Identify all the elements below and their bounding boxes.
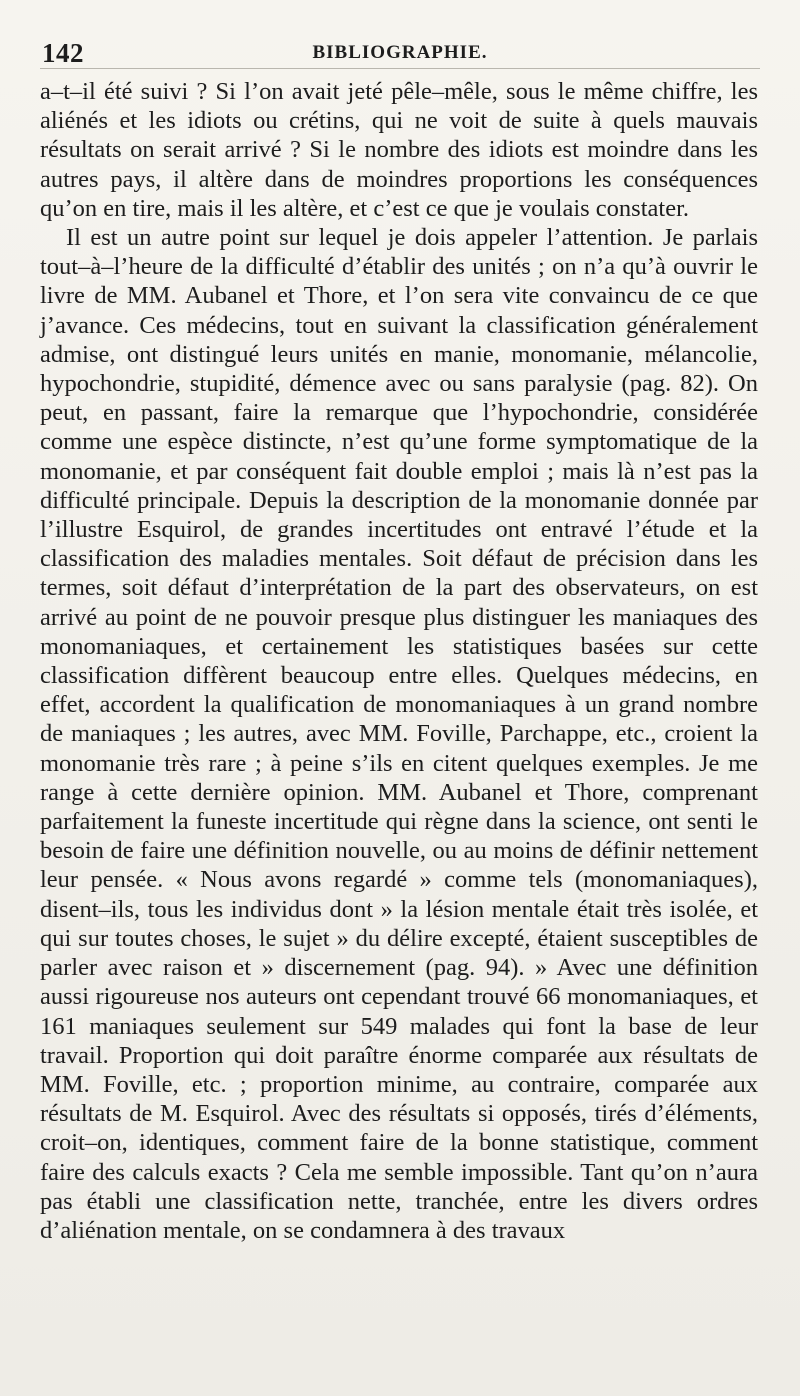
running-head: BIBLIOGRAPHIE. bbox=[312, 42, 488, 63]
page-number: 142 bbox=[42, 38, 84, 68]
paragraph: a–t–il été suivi ? Si l’on avait jeté pêle–mêle, sous le même chiffre, les aliénés et les idiots ou crétins, qui ne voit de suite à quels mauvais résultats on serait arrivé ? Si le nombre des idiots est moindre dans les autres pays, il altère dans de moindres proportions les conséquences qu’on en tire, mais il les altère, et c’est ce que je voulais constater. bbox=[40, 78, 758, 222]
page-header bbox=[40, 34, 760, 69]
paragraph: Il est un autre point sur lequel je dois appeler l’attention. Je parlais tout–à–l’heure de la difficulté d’établir des unités ; on n’a qu’à ouvrir le livre de MM. Aubanel et Thore, et l’on sera vite convaincu de ce que j’avance. Ces médecins, tout en suivant la classification généralement admise, ont distingué leurs unités en manie, monomanie, mélancolie, hypochondrie, stupidité, démence avec ou sans paralysie (pag. 82). On peut, en passant, faire la remarque que l’hypochondrie, considérée comme une espèce distincte, n’est qu’une forme symptomatique de la monomanie, et par conséquent fait double emploi ; mais là n’est pas la difficulté principale. Depuis la description de la monomanie donnée par l’illustre Esquirol, de grandes incertitudes ont entravé l’étude et la classification des maladies mentales. Soit défaut de précision dans les termes, soit défaut d’interprétation de la part des observateurs, on est arrivé au point de ne pouvoir presque plus distinguer les maniaques des monomaniaques, et certainement les statistiques basées sur cette classification diffèrent beaucoup entre elles. Quelques médecins, en effet, accordent la qualification de monomaniaques à un grand nombre de maniaques ; les autres, avec MM. Foville, Parchappe, etc., croient la monomanie très rare ; à peine s’ils en citent quelques exemples. Je me range à cette dernière opinion. MM. Aubanel et Thore, comprenant parfaitement la funeste incertitude qui règne dans la science, ont senti le besoin de faire une définition nouvelle, ou au moins de définir nettement leur pensée. « Nous avons regardé » comme tels (monomaniaques), disent–ils, tous les individus dont » la lésion mentale était très isolée, et qui sur toutes choses, le sujet » du délire excepté, étaient susceptibles de parler avec raison et » discernement (pag. 94). » Avec une définition aussi rigoureuse nos auteurs ont cependant trouvé 66 monomaniaques, et 161 maniaques seulement sur 549 malades qui font la base de leur travail. Proportion qui doit paraître énorme comparée aux résultats de MM. Foville, etc. ; proportion minime, au contraire, comparée aux résultats de M. Esquirol. Avec des résultats si opposés, tirés d’éléments, croit–on, identiques, comment faire de la bonne statistique, comment faire des calculs exacts ? Cela me semble impossible. Tant qu’on n’aura pas établi une classification nette, tranchée, entre les divers ordres d’aliénation mentale, on se condamnera à des travaux bbox=[40, 224, 758, 1244]
body-text bbox=[40, 77, 758, 1245]
